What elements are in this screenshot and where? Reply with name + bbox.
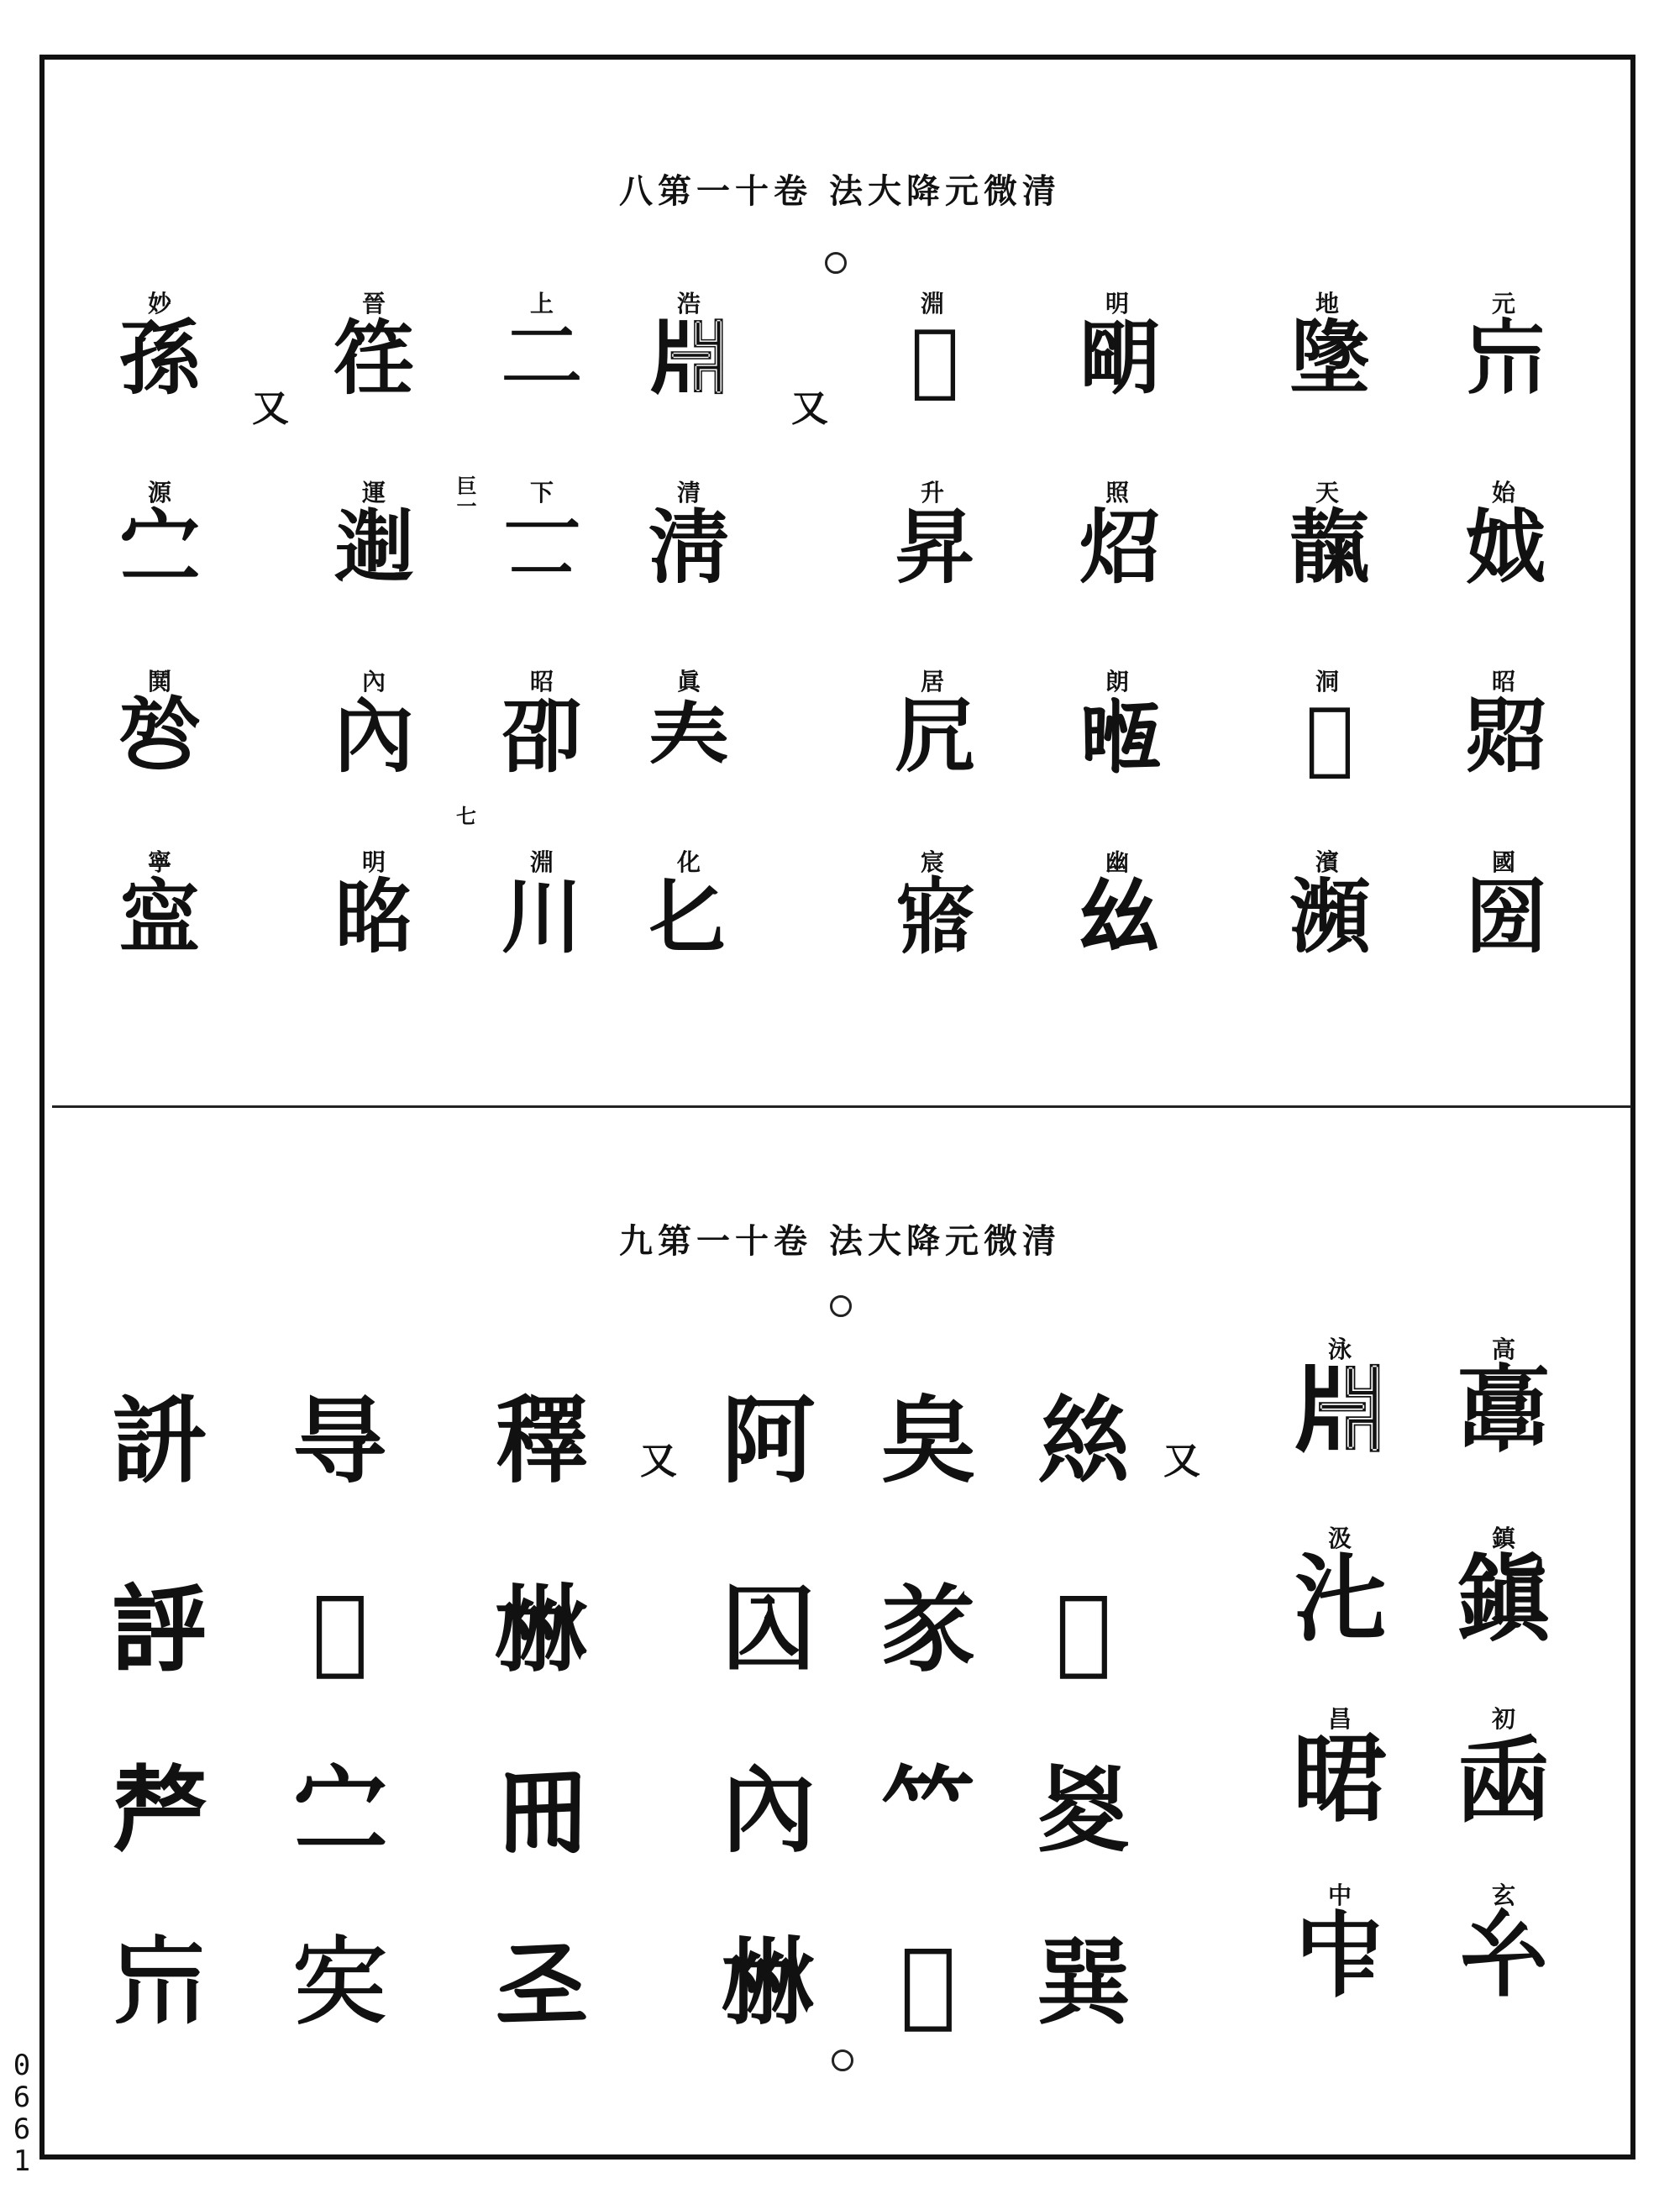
gloss-label: 地 [1315,290,1339,318]
glyph-cell [626,290,752,406]
seal-glyph: 𡪁 [895,869,970,964]
seal-glyph: 凥 [895,689,970,784]
gloss-label: 清 [676,479,701,506]
seal-glyph: 𣴑 [1305,689,1349,784]
seal-glyph: 𥫗 [881,1756,975,1866]
seal-glyph: 卲 [501,689,582,784]
seal-glyph: 𡛟 [1466,500,1541,595]
seal-glyph: 𣈶 [1079,689,1155,784]
glyph-cell [97,848,223,964]
circle-mark-upper [825,252,847,274]
seal-glyph: 阿 [722,1386,816,1496]
seal-glyph: 靝 [1289,500,1365,595]
seal-glyph: 㷖 [1466,689,1541,784]
qi-mark: 七 [456,804,476,828]
glyph-cell [1441,848,1567,964]
seal-glyph: 寍 [119,869,200,964]
page-number-digit: 6 [13,2112,31,2146]
gloss-label: 源 [147,479,171,506]
seal-glyph: 𡧦 [293,1928,387,2038]
seal-glyph: 𢀖 [495,1928,589,2038]
seal-glyph: 𢆯 [1457,1902,1551,2012]
gloss-label: 浩 [676,290,701,318]
glyph-cell [1264,668,1390,784]
glyph-cell [1441,479,1567,595]
gloss-label: 幽 [1105,848,1129,876]
seal-glyph: 𤔿 [900,1928,957,2038]
gloss-label: 玄 [1491,1881,1515,1909]
seal-glyph: 𤀄 [911,311,954,406]
glyph-cell [1277,1336,1403,1466]
seal-glyph: 鎭 [1457,1545,1551,1655]
gloss-label: 明 [1105,290,1129,318]
gloss-label: 明 [361,848,386,876]
seal-glyph: 𠩺 [113,1756,207,1866]
gloss-label: 中 [1327,1881,1352,1909]
glyph-cell [1277,1705,1403,1835]
seal-glyph: 內 [722,1756,816,1866]
glyph-cell [311,668,437,784]
glyph-cell [1054,668,1180,784]
gloss-label: 眞 [676,668,701,695]
glyph-cell [1054,848,1180,964]
glyph-cell [1264,290,1390,406]
you-mark-1: 又 [252,387,289,430]
page-number [10,2049,34,2177]
gloss-label: 昭 [1491,668,1515,695]
gloss-label: 元 [1491,290,1515,318]
page-number-digit: 1 [13,2144,31,2178]
gloss-label: 宸 [920,848,944,876]
glyph-cell [311,848,437,964]
seal-glyph: 㴇 [495,1575,589,1685]
seal-glyph: 瀕 [1289,869,1365,964]
glyph-cell [1441,1336,1567,1466]
seal-glyph: 𢁉 [1037,1928,1131,2038]
glyph-cell [1441,1525,1567,1655]
glyph-cell [311,479,437,595]
glyph-cell [869,479,995,595]
section-title-lower: 九第一十卷 法大降元微清 [619,1221,1061,1261]
seal-glyph: 川 [501,869,582,964]
circle-mark-bottom [832,2049,853,2071]
glyph-cell [626,848,752,964]
gloss-label: 高 [1491,1336,1515,1363]
glyph-cell [97,668,223,784]
gloss-label: 鎮 [1491,1525,1515,1552]
gloss-label: 鬨 [147,668,171,695]
seal-glyph: 𡗗 [648,689,729,784]
seal-glyph: 孫 [119,311,200,406]
you-mark-2: 又 [791,387,828,430]
seal-glyph: 炤 [1079,500,1155,595]
gloss-label: 寧 [147,848,171,876]
glyph-cell [626,479,752,595]
gloss-label: 濱 [1315,848,1339,876]
seal-glyph: 𣶒 [1293,1356,1387,1466]
seal-glyph: 𠁦 [1293,1902,1387,2012]
circle-mark-lower [830,1295,852,1317]
glyph-cell [97,479,223,595]
gloss-label: 淵 [529,848,554,876]
gloss-label: 上 [529,290,554,318]
glyph-cell [626,668,752,784]
seal-glyph: 㝉 [293,1756,387,1866]
you-mark-2: 又 [1163,1440,1200,1483]
gloss-label: 昌 [1327,1705,1352,1733]
seal-glyph: 䇮 [333,311,414,406]
seal-glyph: 䛂 [113,1386,207,1496]
glyph-cell [479,668,605,784]
seal-glyph: 𧦝 [113,1575,207,1685]
gloss-label: 下 [529,479,554,506]
seal-glyph: 㴇 [722,1928,816,2038]
glyph-cell [869,848,995,964]
seal-glyph: 𡿫 [113,1928,207,2038]
gloss-label: 淵 [920,290,944,318]
seal-glyph: 𠄞 [501,311,582,406]
seal-glyph: 𡆣 [722,1575,816,1685]
gloss-label: 天 [1315,479,1339,506]
page-number-digit: 6 [13,2081,31,2114]
glyph-cell [1264,479,1390,595]
seal-glyph: 㫥 [333,869,414,964]
gloss-label: 晉 [361,290,386,318]
seal-glyph: 𠕁 [495,1756,589,1866]
you-mark-1: 又 [640,1440,677,1483]
glyph-cell [479,848,605,964]
seal-glyph: 內 [333,689,414,784]
glyph-cell [1441,668,1567,784]
glyph-cell [1277,1525,1403,1655]
seal-glyph: 𣶒 [648,311,729,406]
gloss-label: 昭 [529,668,554,695]
seal-glyph: 𡿫 [1466,311,1541,406]
seal-glyph: 㲺 [1293,1545,1387,1655]
seal-glyph: 㝉 [119,500,200,595]
glyph-cell [1054,290,1180,406]
ju-mark: 巨一 [453,475,477,516]
seal-glyph: 𠚏 [1457,1725,1551,1835]
gloss-label: 始 [1491,479,1515,506]
glyph-cell [479,290,605,406]
seal-glyph: 𧙓 [312,1575,369,1685]
seal-glyph: 𠄟 [501,500,582,595]
seal-glyph: 𠤎 [648,869,729,964]
gloss-label: 妙 [147,290,171,318]
glyph-cell [97,290,223,406]
seal-glyph: 墬 [1289,311,1365,406]
gloss-label: 升 [920,479,944,506]
page-number-digit: 0 [13,2049,31,2082]
glyph-cell [1441,1705,1567,1835]
seal-glyph: 㒸 [881,1575,975,1685]
seal-glyph: 𩫖 [1457,1356,1551,1466]
gloss-label: 汲 [1327,1525,1352,1552]
seal-glyph: 淸 [648,500,729,595]
glyph-cell [479,479,605,595]
gloss-label: 內 [361,668,386,695]
seal-glyph: 𢇃 [1037,1386,1131,1496]
glyph-cell [1441,1881,1567,2012]
glyph-cell [869,290,995,406]
seal-glyph: 䆁 [495,1386,589,1496]
gloss-label: 運 [361,479,386,506]
section-divider [52,1105,1631,1108]
seal-glyph: 㝵 [293,1386,387,1496]
glyph-cell [1441,290,1567,406]
seal-glyph: 㚇 [1037,1756,1131,1866]
glyph-cell [1264,848,1390,964]
section-title-upper: 八第一十卷 法大降元微清 [619,171,1061,211]
glyph-cell [311,290,437,406]
seal-glyph: 𨔈 [333,500,414,595]
seal-glyph: 㫈 [119,689,200,784]
gloss-label: 泳 [1327,1336,1352,1363]
seal-glyph: 昇 [895,500,970,595]
glyph-cell [1054,479,1180,595]
gloss-label: 國 [1491,848,1515,876]
gloss-label: 照 [1105,479,1129,506]
seal-glyph: 朙 [1079,311,1155,406]
gloss-label: 朗 [1105,668,1129,695]
seal-glyph: 𣇉 [1293,1725,1387,1835]
seal-glyph: 圀 [1466,869,1541,964]
gloss-label: 初 [1491,1705,1515,1733]
seal-glyph: 𢆶 [1079,869,1155,964]
gloss-label: 居 [920,668,944,695]
seal-glyph: 㚖 [881,1386,975,1496]
gloss-label: 化 [676,848,701,876]
gloss-label: 洞 [1315,668,1339,695]
glyph-cell [1277,1881,1403,2012]
seal-glyph: 𣴑 [1055,1575,1112,1685]
glyph-cell [869,668,995,784]
